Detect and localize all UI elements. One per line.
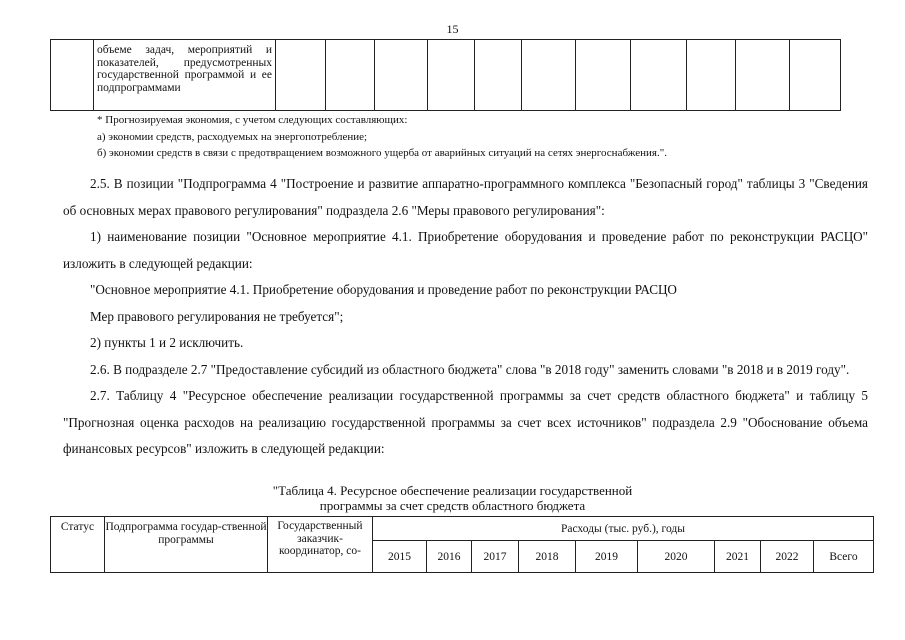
paragraph-item-1: 1) наименование позиции "Основное мероприятие 4.1. Приобретение оборудования и проведение работ по реконструкции РАСЦО" изложить в следующей редакции:	[63, 229, 868, 271]
table-cell	[475, 40, 522, 111]
table-cell	[276, 40, 326, 111]
footnote-line: * Прогнозируемая экономия, с учетом следующих составляющих:	[97, 114, 408, 126]
year-cell-total: Всего	[814, 541, 874, 573]
year-cell: 2016	[427, 541, 472, 573]
year-cell: 2019	[576, 541, 638, 573]
paragraph-item-2: 2) пункты 1 и 2 исключить.	[90, 335, 244, 350]
year-cell: 2021	[715, 541, 761, 573]
table-cell-text: объеме задач, мероприятий и показателей, предусмотренных государственной программой и ее подпрограммами	[94, 40, 276, 111]
year-cell: 2015	[373, 541, 427, 573]
header-status: Статус	[51, 517, 105, 573]
table-cell	[687, 40, 736, 111]
continued-table	[50, 39, 841, 111]
quote-line: Мер правового регулирования не требуется";	[90, 308, 344, 324]
paragraph-2-5: 2.5. В позиции "Подпрограмма 4 "Построение и развитие аппаратно-программного комплекса "Безопасный город" таблицы 3 "Сведения об основных мерах правового регулирования" подраздела 2.6 "Меры правового регулирования":	[63, 176, 868, 218]
table-cell	[51, 40, 94, 111]
header-expenses: Расходы (тыс. руб.), годы	[373, 517, 874, 541]
table-cell	[790, 40, 841, 111]
resource-table	[50, 516, 874, 573]
quote-line: "Основное мероприятие 4.1. Приобретение оборудования и проведение работ по реконструкции РАСЦО	[90, 282, 677, 297]
page-number: 15	[446, 22, 459, 36]
paragraph-2-6: 2.6. В подразделе 2.7 "Предоставление субсидий из областного бюджета" слова "в 2018 году" заменить словами "в 2018 и в 2019 году".	[90, 361, 850, 377]
table-cell	[576, 40, 631, 111]
footnote	[97, 112, 667, 162]
caption-line: программы за счет средств областного бюджета	[319, 497, 586, 513]
year-cell: 2022	[761, 541, 814, 573]
table-cell	[375, 40, 428, 111]
paragraph-2-7: 2.7. Таблицу 4 "Ресурсное обеспечение реализации государственной программы за счет средств областного бюджета" и таблицу 5 "Прогнозная оценка расходов на реализацию государственной программы за счет всех источников" подраздела 2.9 "Обоснование объема финансовых ресурсов" изложить в следующей редакции:	[63, 388, 868, 456]
document-body	[63, 171, 868, 463]
year-cell: 2017	[472, 541, 519, 573]
year-cell: 2018	[519, 541, 576, 573]
table-cell	[736, 40, 790, 111]
caption-line: "Таблица 4. Ресурсное обеспечение реализации государственной	[272, 483, 633, 498]
header-subprogram: Подпрограмма государ-ственной программы	[105, 517, 268, 573]
footnote-line: б) экономии средств в связи с предотвращением возможного ущерба от аварийных ситуаций на сетях энергоснабжения.".	[97, 147, 667, 159]
header-customer-text: Государственный заказчик-координатор, со-	[277, 520, 363, 557]
year-cell: 2020	[638, 541, 715, 573]
table-cell	[326, 40, 375, 111]
table-caption	[0, 484, 905, 513]
header-customer	[268, 517, 373, 573]
table-row	[51, 40, 841, 111]
table-header-row	[51, 517, 874, 541]
footnote-line: а) экономии средств, расходуемых на энергопотребление;	[97, 130, 368, 143]
table-cell	[428, 40, 475, 111]
table-cell	[522, 40, 576, 111]
table-cell	[631, 40, 687, 111]
